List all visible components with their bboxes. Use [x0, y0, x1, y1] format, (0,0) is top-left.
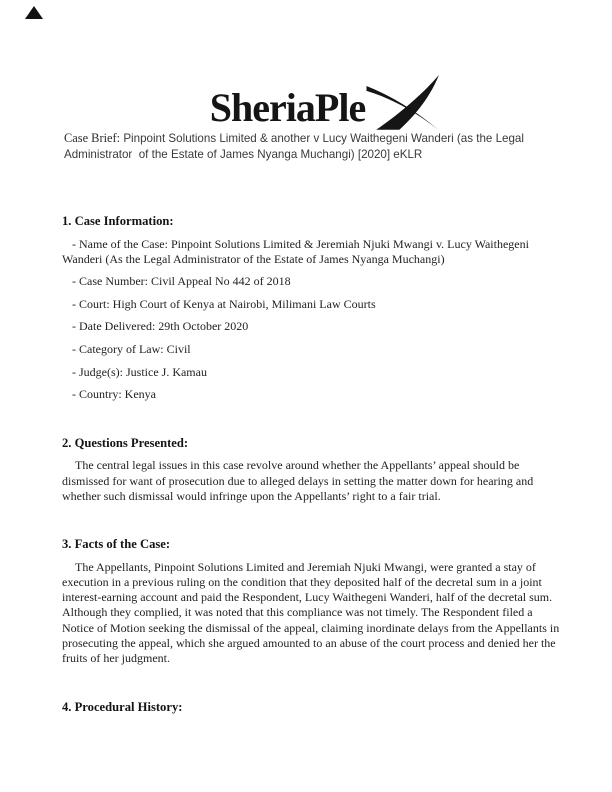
- section-paragraph: The central legal issues in this case revolve around whether the Appellants’ appeal should be dismissed for want of prosecution due to alleged delays in setting the matter down for hearing and whether such dismissal would infringe upon the Appellants’ right to a fair trial.: [62, 458, 534, 503]
- section-paragraph: The Appellants, Pinpoint Solutions Limited and Jeremiah Njuki Mwangi, were granted a stay of execution in a previous ruling on the condition that they deposited half of the decretal sum in a joint interest-earning account and paid the Respondent, Lucy Waithegeni Wanderi, half of the decretal sum. Although they complied, it was noted that this compliance was not timely. The Respondent filed a Notice of Motion seeking the dismissal of the appeal, claiming inordinate delays from the Appellants in prosecuting the appeal, which she argued amounted to an abuse of the court process and denied her the fruits of her judgment.: [62, 559, 560, 666]
- case-info-item: - Name of the Case: Pinpoint Solutions Limited & Jeremiah Njuki Mwangi v. Lucy Waithegeni Wanderi (As the Legal Administrator of the Estate of James Nyanga Muchangi): [62, 236, 529, 266]
- case-info-item: - Country: Kenya: [72, 387, 156, 402]
- logo-wordmark-text: SheriaPle: [209, 85, 366, 130]
- corner-fold-mark: [25, 6, 43, 19]
- section: [62, 162, 567, 402]
- section: [62, 410, 567, 504]
- section: [62, 674, 567, 716]
- document-title-rest: Pinpoint Solutions Limited & another v Lucy Waithegeni Wanderi (as the Legal Administrator of the Estate of James Nyanga Muchangi) [2020] eKLR: [64, 132, 527, 161]
- section-heading: 2. Questions Presented:: [62, 435, 189, 450]
- section: [62, 511, 567, 666]
- section-heading: 4. Procedural History:: [62, 699, 183, 714]
- case-info-item: - Date Delivered: 29th October 2020: [72, 319, 249, 334]
- section-heading: 1. Case Information:: [62, 214, 174, 228]
- logo-x-swoosh-icon: [357, 75, 449, 136]
- document-title: [64, 131, 536, 162]
- section-heading: 3. Facts of the Case:: [62, 537, 171, 552]
- case-info-item: - Case Number: Civil Appeal No 442 of 2018: [72, 274, 291, 289]
- case-info-item: - Category of Law: Civil: [72, 342, 191, 357]
- case-info-item: - Court: High Court of Kenya at Nairobi, Milimani Law Courts: [72, 296, 376, 311]
- case-brief-content: [62, 162, 567, 715]
- case-info-item: - Judge(s): Justice J. Kamau: [72, 364, 207, 379]
- document-title-prefix: Case Brief:: [64, 131, 121, 145]
- sheriaplex-logo: [92, 75, 567, 130]
